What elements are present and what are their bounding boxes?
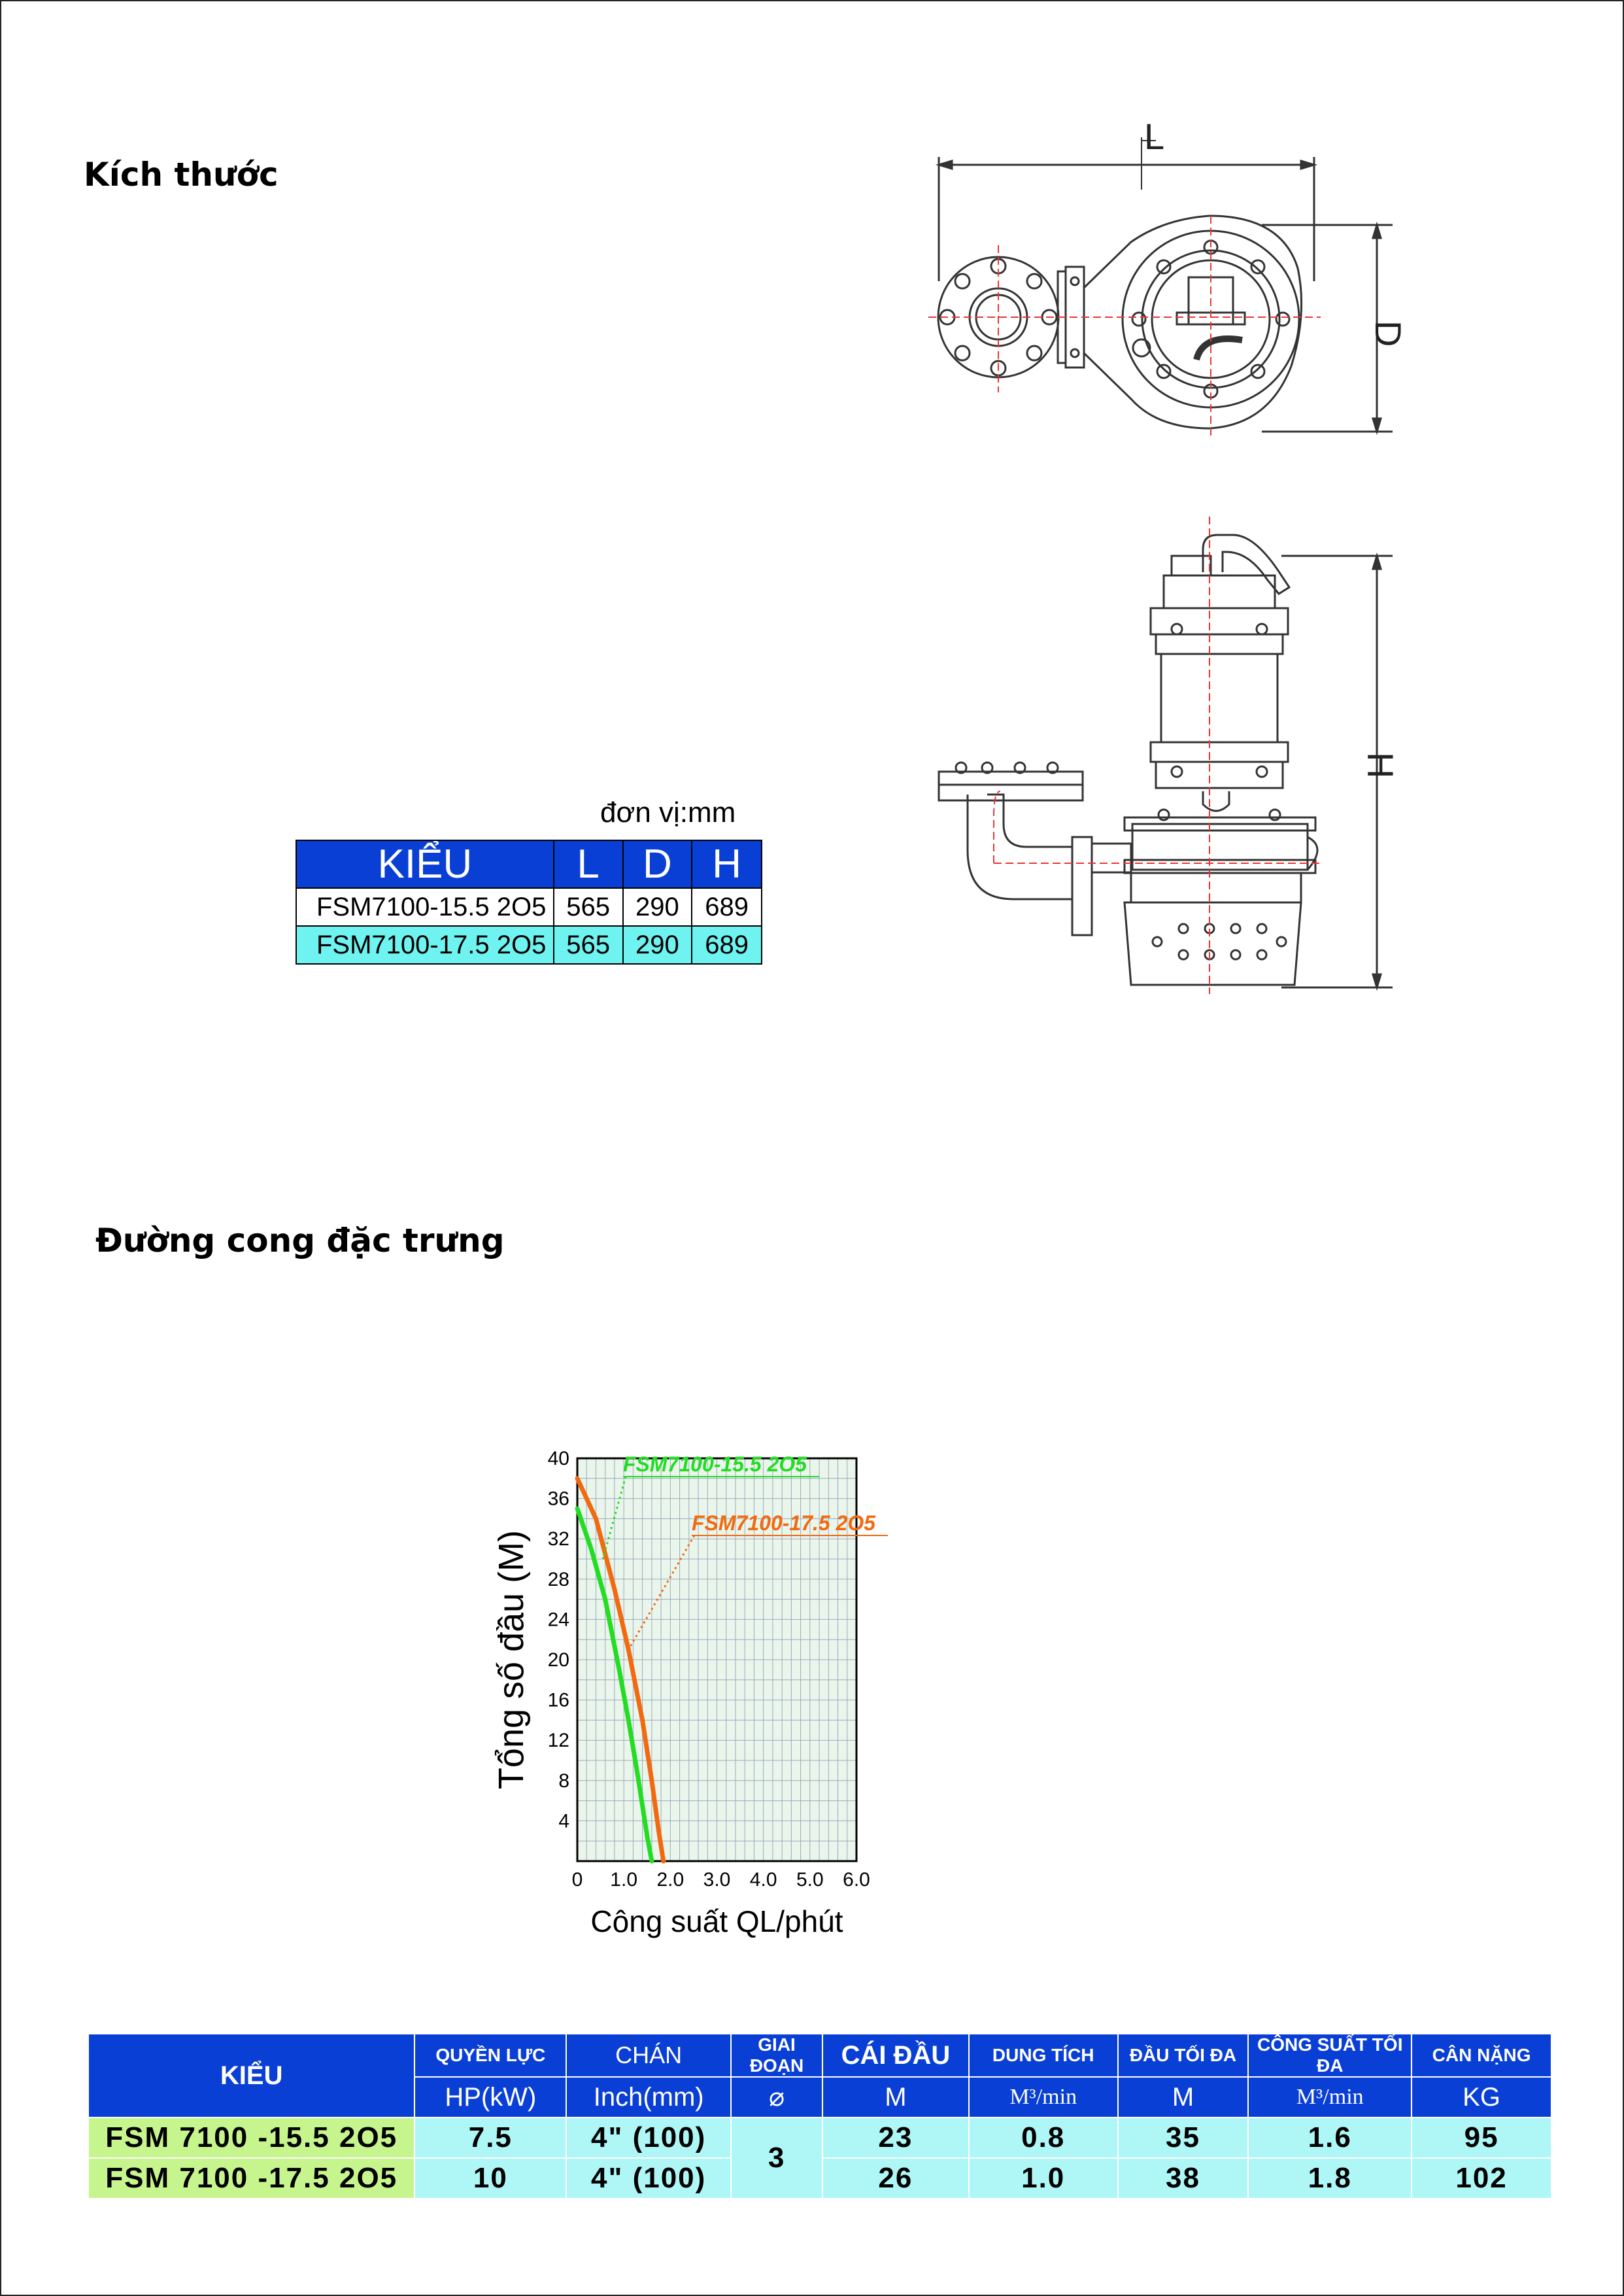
series-label-2: FSM7100-17.5 2O5 — [692, 1511, 876, 1535]
spec-table — [88, 2033, 1552, 2199]
unit-bore: Inch(mm) — [566, 2077, 731, 2117]
cell-max-capacity: 1.8 — [1248, 2158, 1412, 2199]
cell-h: 689 — [692, 888, 762, 926]
dimensions-heading: Kích thước — [84, 156, 279, 194]
x-tick-label: 2.0 — [656, 1869, 685, 1891]
x-tick-label: 5.0 — [796, 1869, 824, 1891]
y-tick-label: 24 — [547, 1609, 569, 1631]
performance-chart-svg — [458, 1426, 1111, 1968]
curve-heading: Đường cong đặc trưng — [95, 1222, 505, 1259]
cell-max-capacity: 1.6 — [1248, 2117, 1412, 2158]
y-tick-label: 28 — [547, 1568, 569, 1590]
y-tick-label: 4 — [558, 1810, 569, 1832]
y-tick-label: 36 — [547, 1488, 569, 1510]
cell-capacity: 0.8 — [969, 2117, 1118, 2158]
cell-d: 290 — [623, 888, 692, 926]
cell-bore: 4" (100) — [566, 2117, 731, 2158]
col-header-head: CÁI ĐẦU — [822, 2034, 969, 2077]
col-header-weight: CÂN NẶNG — [1412, 2034, 1551, 2077]
col-header-bore: CHÁN — [566, 2034, 731, 2077]
dim-label-h: H — [1360, 752, 1401, 779]
x-tick-label: 4.0 — [749, 1869, 777, 1891]
col-header-capacity: DUNG TÍCH — [969, 2034, 1118, 2077]
cell-d: 290 — [623, 926, 692, 964]
unit-max-head: M — [1118, 2077, 1249, 2117]
cell-bore: 4" (100) — [566, 2158, 731, 2199]
cell-model: FSM7100-15.5 2O5 — [296, 888, 554, 926]
dim-label-d: D — [1368, 320, 1409, 347]
dimension-table-header — [296, 840, 762, 888]
unit-power: HP(kW) — [414, 2077, 566, 2117]
spec-header-row — [88, 2034, 1551, 2077]
y-tick-label: 32 — [547, 1528, 569, 1551]
y-tick-label: 16 — [547, 1689, 569, 1711]
y-tick-label: 20 — [547, 1649, 569, 1671]
performance-chart — [458, 1426, 1111, 1972]
unit-head: M — [822, 2077, 969, 2117]
x-axis-label: Công suất QL/phút — [590, 1904, 843, 1938]
cell-power: 10 — [414, 2158, 566, 2199]
col-header-l: L — [554, 840, 623, 888]
col-header-power: QUYỀN LỰC — [414, 2034, 566, 2077]
cell-capacity: 1.0 — [969, 2158, 1118, 2199]
cell-weight: 95 — [1412, 2117, 1551, 2158]
x-tick-label: 3.0 — [703, 1869, 731, 1891]
table-row — [296, 888, 762, 926]
cell-head: 26 — [822, 2158, 969, 2199]
y-axis-label: Tổng số đầu (M) — [492, 1530, 531, 1790]
dim-label-l: L — [1144, 118, 1165, 157]
y-tick-label: 12 — [547, 1730, 569, 1752]
cell-h: 689 — [692, 926, 762, 964]
col-header-model: KIỂU — [296, 840, 554, 888]
x-tick-label: 0 — [571, 1869, 583, 1891]
pump-side-view-drawing — [915, 510, 1412, 994]
pump-top-view-drawing — [915, 118, 1412, 458]
cell-model: FSM 7100 -17.5 2O5 — [88, 2158, 414, 2199]
table-row — [88, 2117, 1551, 2158]
cell-model: FSM 7100 -15.5 2O5 — [88, 2117, 414, 2158]
cell-l: 565 — [554, 888, 623, 926]
col-header-max-head: ĐẦU TỐI ĐA — [1118, 2034, 1249, 2077]
col-header-h: H — [692, 840, 762, 888]
cell-weight: 102 — [1412, 2158, 1551, 2199]
y-tick-label: 40 — [547, 1448, 569, 1469]
unit-label: đơn vị:mm — [600, 797, 736, 829]
unit-phase-icon: ⌀ — [731, 2077, 822, 2117]
col-header-max-capacity: CÔNG SUẤT TỐI ĐA — [1248, 2034, 1412, 2077]
x-tick-label: 1.0 — [610, 1869, 638, 1891]
x-tick-label: 6.0 — [843, 1869, 870, 1891]
col-header-model: KIỂU — [88, 2034, 414, 2117]
dimension-table — [296, 840, 762, 965]
cell-head: 23 — [822, 2117, 969, 2158]
unit-capacity: M³/min — [969, 2077, 1118, 2117]
unit-max-capacity: M³/min — [1248, 2077, 1412, 2117]
cell-model: FSM7100-17.5 2O5 — [296, 926, 554, 964]
cell-max-head: 35 — [1118, 2117, 1249, 2158]
unit-weight: KG — [1412, 2077, 1551, 2117]
cell-max-head: 38 — [1118, 2158, 1249, 2199]
col-header-d: D — [623, 840, 692, 888]
col-header-phase: GIAI ĐOẠN — [731, 2034, 822, 2077]
cell-power: 7.5 — [414, 2117, 566, 2158]
cell-l: 565 — [554, 926, 623, 964]
y-tick-label: 8 — [558, 1770, 569, 1792]
series-label-1: FSM7100-15.5 2O5 — [623, 1452, 807, 1476]
table-row — [296, 926, 762, 964]
cell-phase: 3 — [731, 2117, 822, 2199]
